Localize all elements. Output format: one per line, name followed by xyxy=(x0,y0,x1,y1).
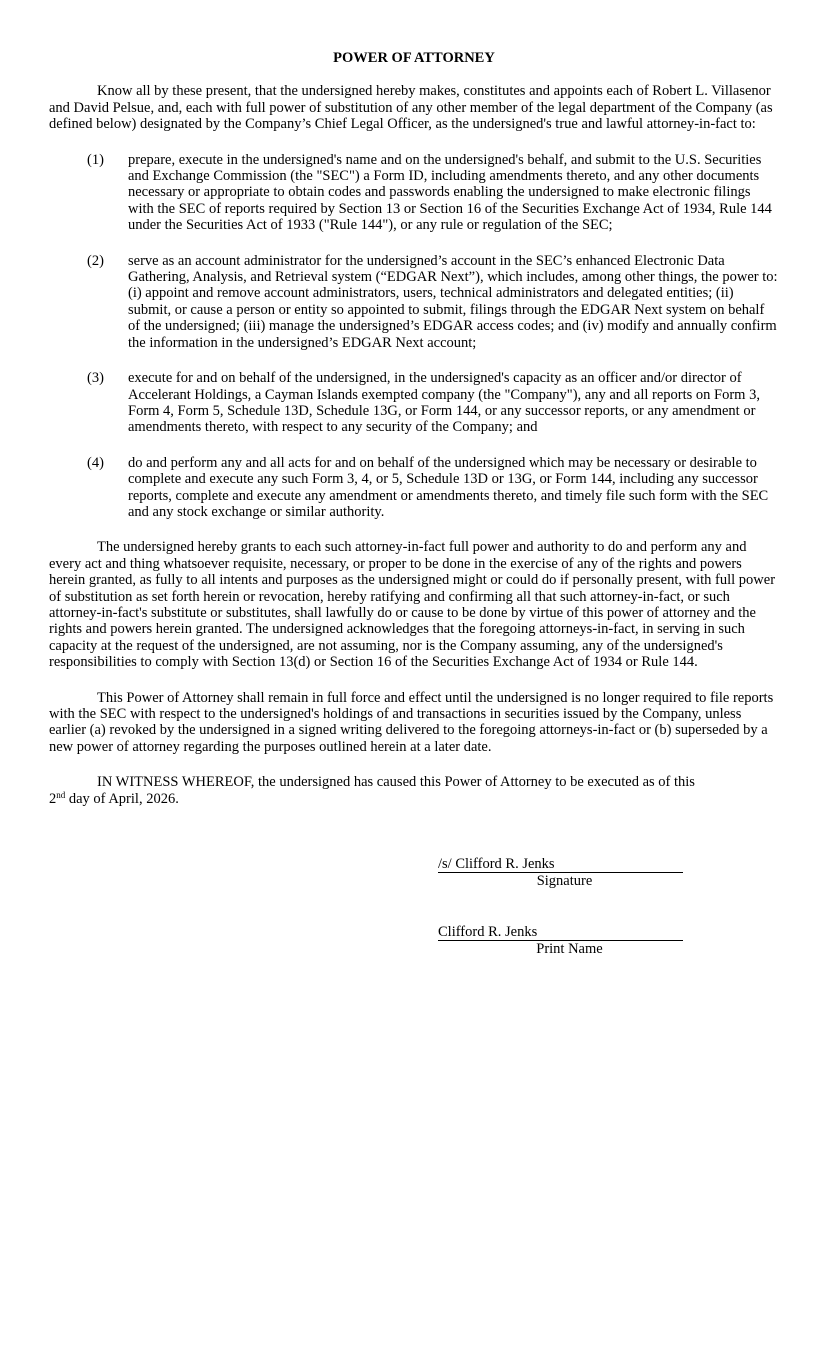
signature-line: /s/ Clifford R. Jenks xyxy=(438,856,683,873)
print-name-label: Print Name xyxy=(536,941,603,957)
item-text: execute for and on behalf of the undersigned, in the undersigned's capacity as an officer and/or director of Accelerant Holdings, a Cayman Islands exempted company (the "Company"), any and all reports on Form 3, Form 4, Form 5, Schedule 13D, Schedule 13G, or Form 144, or any successor reports, or any amendment or amendments thereto, with respect to any security of the Company; and xyxy=(128,370,760,436)
witness-date: day of April, 2026. xyxy=(65,790,179,807)
item-number: (1) xyxy=(87,151,104,168)
witness-paragraph xyxy=(49,774,779,807)
item-text: serve as an account administrator for the undersigned’s account in the SEC’s enhanced Electronic Data Gathering, Analysis, and Retrieval system (“EDGAR Next”), which includes, among other things, the power to: (i) appoint and remove account administrators, users, technical administrators and delegated entities; (ii) submit, or cause a person or entity so appointed to submit, filings through the EDGAR Next system on behalf of the undersigned; (iii) manage the undersigned’s EDGAR access codes; and (iv) modify and annually confirm the information in the undersigned’s EDGAR Next account; xyxy=(128,252,778,351)
item-text: prepare, execute in the undersigned's name and on the undersigned's behalf, and submit to the U.S. Securities and Exchange Commission (the "SEC") a Form ID, including amendments thereto, and any other documents necessary or appropriate to obtain codes and passwords enabling the undersigned to make electronic filings with the SEC of reports required by Section 13 or Section 16 of the Securities Exchange Act of 1934, Rule 144 under the Securities Act of 1933 ("Rule 144"), or any rule or regulation of the SEC; xyxy=(128,151,772,234)
document-body xyxy=(49,50,779,826)
intro-paragraph: Know all by these present, that the undersigned hereby makes, constitutes and appoints each of Robert L. Villasenor and David Pelsue, and, each with full power of substitution of any other member of the legal department of the Company (as defined below) designated by the Company’s Chief Legal Officer, as the undersigned's true and lawful attorney-in-fact to: xyxy=(49,83,773,133)
print-name-line: Clifford R. Jenks xyxy=(438,924,683,941)
item-number: (3) xyxy=(87,370,104,387)
document-title: POWER OF ATTORNEY xyxy=(333,50,495,66)
list-item xyxy=(49,253,779,351)
list-item xyxy=(49,152,779,234)
signature-block xyxy=(438,856,683,889)
print-name-block xyxy=(438,924,683,957)
grant-paragraph: The undersigned hereby grants to each such attorney-in-fact full power and authority to do and perform any and every act and thing whatsoever requisite, necessary, or proper to be done in the exercise of any of the rights and powers herein granted, as fully to all intents and purposes as the undersigned might or could do if personally present, with full power of substitution as set forth herein or revocation, hereby ratifying and confirming all that such attorney-in-fact, or such attorney-in-fact's substitute or substitutes, shall lawfully do or cause to be done by virtue of this power of attorney and the rights and powers herein granted. The undersigned acknowledges that the foregoing attorneys-in-fact, in serving in such capacity at the request of the undersigned, are not assuming, nor is the Company assuming, any of the undersigned's responsibilities to comply with Section 13(d) or Section 16 of the Securities Exchange Act of 1934 or Rule 144. xyxy=(49,539,776,671)
item-text: do and perform any and all acts for and on behalf of the undersigned which may be necessary or desirable to complete and execute any such Form 3, 4, or 5, Schedule 13D or 13G, or Form 144, including any successor reports, complete and execute any amendment or amendments thereto, and timely file such form with the SEC and any stock exchange or similar authority. xyxy=(128,454,769,520)
witness-day-suffix: nd xyxy=(56,789,66,800)
witness-text: IN WITNESS WHEREOF, the undersigned has caused this Power of Attorney to be executed as of this xyxy=(97,774,695,791)
list-item xyxy=(49,455,779,521)
item-number: (4) xyxy=(87,454,104,471)
signature-label: Signature xyxy=(536,873,593,889)
item-number: (2) xyxy=(87,252,104,269)
list-item xyxy=(49,370,779,436)
duration-paragraph: This Power of Attorney shall remain in full force and effect until the undersigned is no longer required to file reports with the SEC with respect to the undersigned's holdings of and transactions in securities issued by the Company, unless earlier (a) revoked by the undersigned in a signed writing delivered to the foregoing attorneys-in-fact or (b) superseded by a new power of attorney regarding the purposes outlined herein at a later date. xyxy=(49,689,774,755)
witness-day: 2 xyxy=(49,790,57,807)
